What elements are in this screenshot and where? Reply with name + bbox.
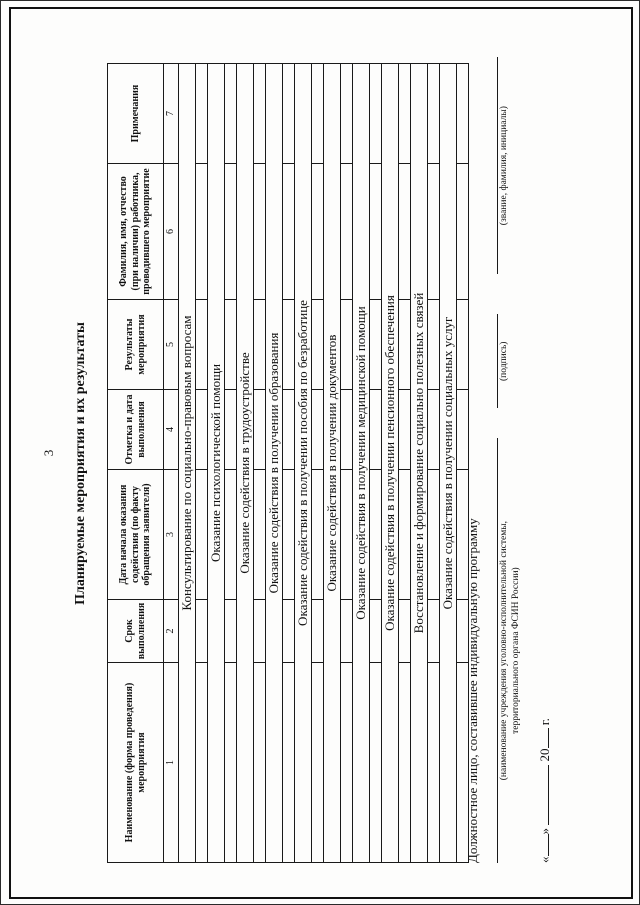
empty-row	[428, 64, 440, 863]
empty-cell	[370, 390, 382, 470]
name-caption: (звание, фамилия, инициалы)	[499, 106, 509, 226]
empty-cell	[370, 64, 382, 164]
empty-cell	[399, 390, 411, 470]
column-header-term: Срок выполнения	[108, 600, 164, 663]
empty-cell	[283, 600, 295, 663]
section-label: Оказание содействия в получении образования	[266, 64, 283, 863]
section-row	[208, 64, 225, 863]
column-header-mark-date: Отметка и дата выполнения	[108, 390, 164, 470]
institution-caption	[499, 438, 523, 863]
date-month-blank	[537, 765, 549, 825]
name-blank-line	[485, 57, 498, 274]
empty-cell	[341, 600, 353, 663]
section-row	[266, 64, 283, 863]
empty-cell	[370, 164, 382, 300]
empty-cell	[399, 300, 411, 390]
section-label: Восстановление и формирование социально полезных связей	[411, 64, 428, 863]
empty-cell	[254, 600, 266, 663]
column-number-row	[164, 64, 179, 863]
section-row	[411, 64, 428, 863]
date-line	[537, 57, 553, 863]
empty-cell	[428, 663, 440, 863]
section-row	[440, 64, 457, 863]
section-label: Оказание содействия в получении пособия по безработице	[295, 64, 312, 863]
empty-cell	[254, 470, 266, 600]
institution-blank-line	[485, 438, 498, 863]
empty-cell	[399, 64, 411, 164]
empty-cell	[312, 600, 324, 663]
section-row	[237, 64, 254, 863]
section-label: Оказание содействия в трудоустройстве	[237, 64, 254, 863]
date-year-prefix: 20	[536, 748, 552, 762]
empty-cell	[225, 390, 237, 470]
empty-cell	[312, 300, 324, 390]
institution-caption-line2: территориального органа ФСИН России)	[510, 567, 521, 734]
section-label: Оказание содействия в получении социальных услуг	[440, 64, 457, 863]
empty-cell	[254, 64, 266, 164]
empty-cell	[254, 390, 266, 470]
institution-caption-line1: (наименование учреждения уголовно-исполнительной системы,	[499, 520, 509, 781]
empty-cell	[283, 300, 295, 390]
empty-cell	[399, 663, 411, 863]
empty-row	[312, 64, 324, 863]
table-header-row	[108, 64, 164, 863]
empty-cell	[341, 300, 353, 390]
empty-cell	[428, 470, 440, 600]
empty-cell	[399, 600, 411, 663]
empty-cell	[283, 470, 295, 600]
column-number: 5	[164, 300, 179, 390]
section-row	[324, 64, 341, 863]
column-number: 3	[164, 470, 179, 600]
date-suffix: г.	[536, 718, 552, 726]
empty-cell	[428, 164, 440, 300]
date-open-quote: «	[536, 856, 552, 863]
empty-cell	[428, 390, 440, 470]
section-label: Консультирование по социально-правовым вопросам	[179, 64, 196, 863]
signature-block	[465, 57, 553, 863]
empty-cell	[225, 663, 237, 863]
empty-cell	[225, 470, 237, 600]
empty-cell	[370, 663, 382, 863]
landscape-sheet	[11, 9, 631, 897]
empty-cell	[312, 663, 324, 863]
empty-cell	[225, 600, 237, 663]
column-header-notes: Примечания	[108, 64, 164, 164]
empty-cell	[283, 390, 295, 470]
column-header-start-date: Дата начала оказания содействия (по факту обращения заявителя)	[108, 470, 164, 600]
empty-row	[225, 64, 237, 863]
empty-row	[370, 64, 382, 863]
empty-cell	[428, 64, 440, 164]
signature-captions-row	[499, 57, 523, 863]
empty-cell	[312, 390, 324, 470]
section-row	[382, 64, 399, 863]
empty-cell	[341, 64, 353, 164]
empty-cell	[254, 164, 266, 300]
empty-cell	[196, 390, 208, 470]
empty-cell	[225, 64, 237, 164]
official-person-line: Должностное лицо, составившее индивидуальную программу	[465, 518, 480, 863]
section-label: Оказание содействия в получении пенсионного обеспечения	[382, 64, 399, 863]
date-day-blank	[537, 835, 549, 857]
empty-row	[196, 64, 208, 863]
date-close-quote: »	[536, 828, 552, 835]
section-row	[179, 64, 196, 863]
empty-cell	[341, 390, 353, 470]
empty-cell	[370, 470, 382, 600]
signature-blanks-row	[484, 57, 498, 863]
empty-row	[341, 64, 353, 863]
empty-cell	[428, 300, 440, 390]
column-number: 2	[164, 600, 179, 663]
empty-cell	[341, 470, 353, 600]
column-header-employee: Фамилия, имя, отчество (при наличии) работника, проводившего мероприятие	[108, 164, 164, 300]
empty-cell	[254, 663, 266, 863]
empty-cell	[196, 300, 208, 390]
column-header-name: Наименование (форма проведения) мероприятия	[108, 663, 164, 863]
empty-cell	[283, 64, 295, 164]
empty-cell	[196, 164, 208, 300]
empty-row	[283, 64, 295, 863]
empty-cell	[370, 300, 382, 390]
empty-cell	[254, 300, 266, 390]
column-number: 6	[164, 164, 179, 300]
empty-row	[254, 64, 266, 863]
empty-cell	[370, 600, 382, 663]
column-header-results: Результаты мероприятия	[108, 300, 164, 390]
signature-blank-line	[485, 314, 498, 408]
section-row	[353, 64, 370, 863]
section-label: Оказание содействия в получении медицинской помощи	[353, 64, 370, 863]
empty-cell	[196, 663, 208, 863]
empty-cell	[312, 470, 324, 600]
empty-row	[399, 64, 411, 863]
activities-table	[107, 63, 469, 863]
empty-cell	[312, 64, 324, 164]
page-number: 3	[41, 449, 56, 457]
empty-cell	[341, 164, 353, 300]
section-row	[295, 64, 312, 863]
empty-cell	[196, 470, 208, 600]
column-number: 4	[164, 390, 179, 470]
empty-cell	[428, 600, 440, 663]
signature-caption: (подпись)	[499, 341, 509, 381]
empty-cell	[283, 663, 295, 863]
column-number: 7	[164, 64, 179, 164]
empty-cell	[225, 164, 237, 300]
empty-cell	[283, 164, 295, 300]
empty-cell	[399, 164, 411, 300]
empty-cell	[196, 64, 208, 164]
empty-cell	[225, 300, 237, 390]
column-number: 1	[164, 663, 179, 863]
section-label: Оказание содействия в получении документов	[324, 64, 341, 863]
date-year-blank	[537, 729, 549, 749]
page-title: Планируемые мероприятия и их результаты	[73, 322, 88, 605]
section-label: Оказание психологической помощи	[208, 64, 225, 863]
empty-cell	[312, 164, 324, 300]
empty-cell	[341, 663, 353, 863]
empty-cell	[196, 600, 208, 663]
empty-cell	[399, 470, 411, 600]
